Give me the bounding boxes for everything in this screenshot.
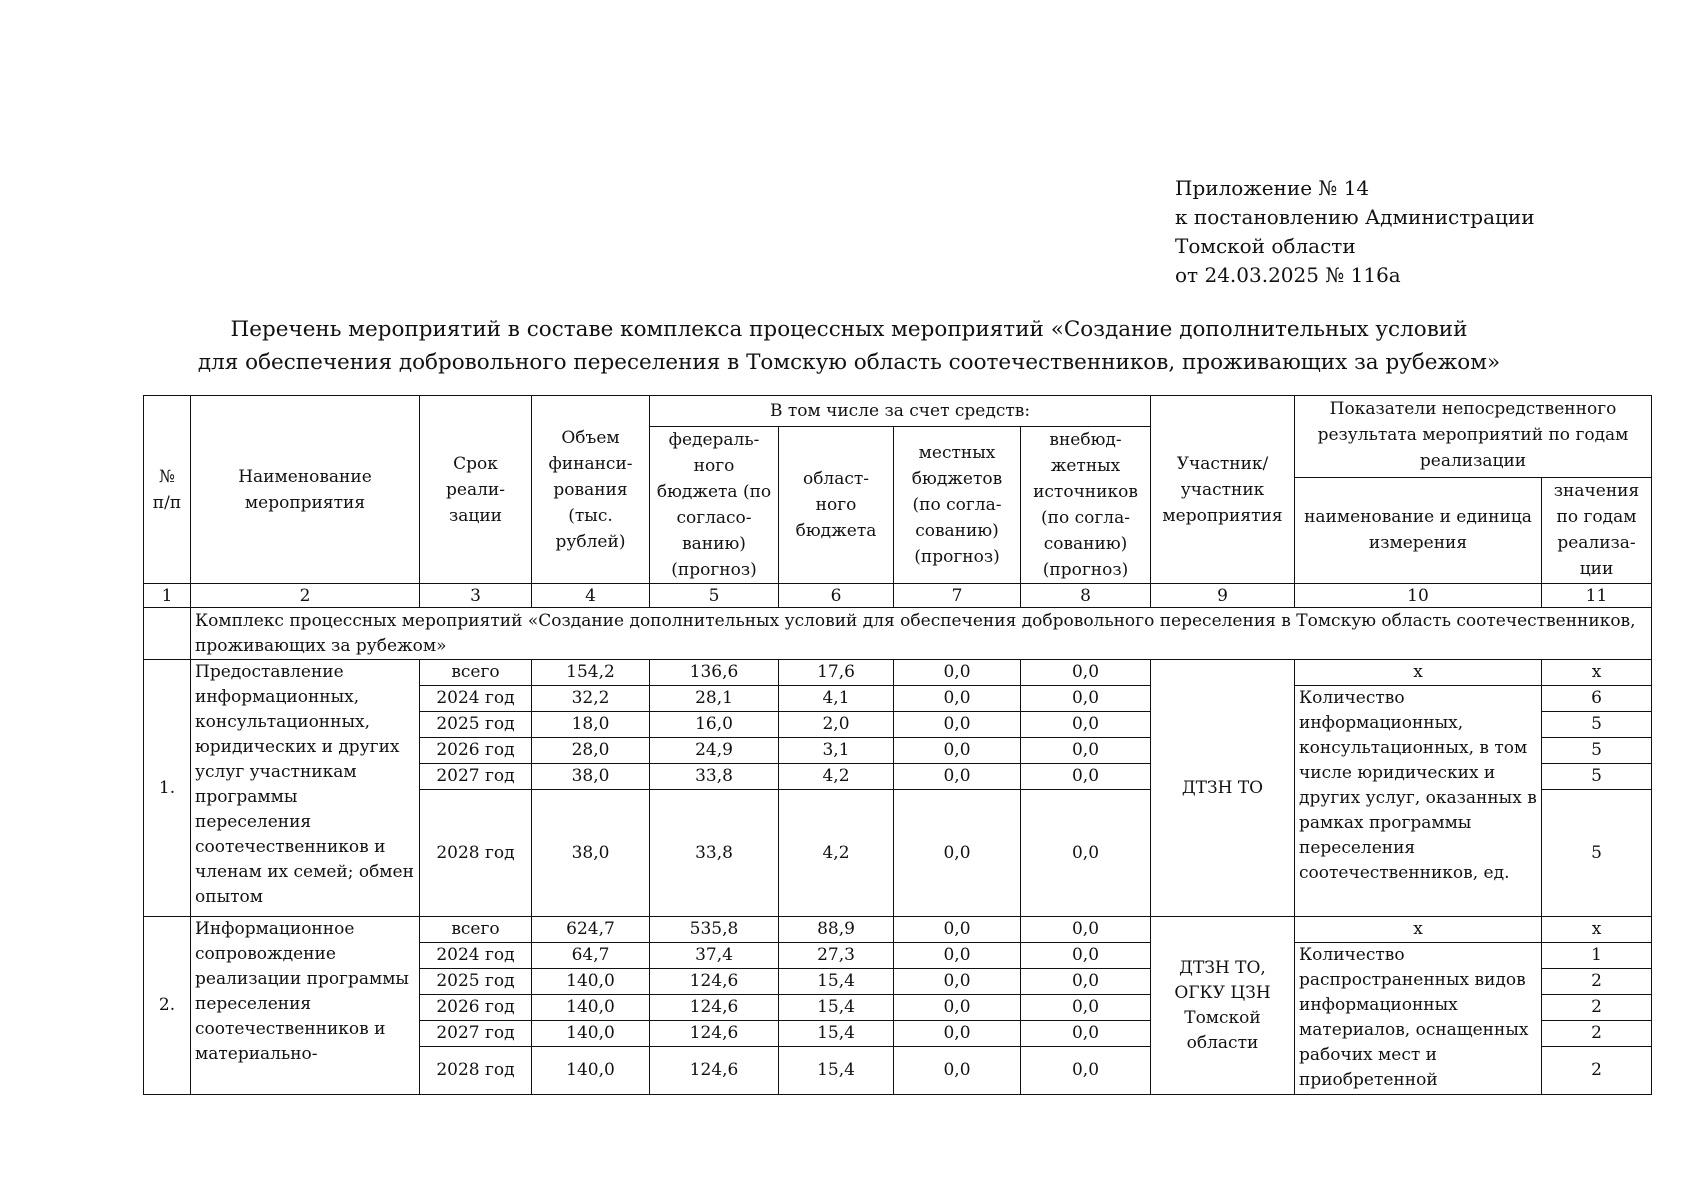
cell-volume: 140,0 xyxy=(532,969,650,995)
document-title-line-1: Перечень мероприятий в составе комплекса процессных мероприятий «Создание дополнительных условий xyxy=(230,317,1468,342)
cell-volume: 64,7 xyxy=(532,943,650,969)
cell-indicator-value: х xyxy=(1542,917,1652,943)
cell-term: 2024 год xyxy=(420,686,532,712)
cell-volume: 38,0 xyxy=(532,764,650,790)
cell-local: 0,0 xyxy=(894,917,1021,943)
column-number: 9 xyxy=(1151,584,1295,608)
cell-federal: 24,9 xyxy=(650,738,779,764)
section-title: Комплекс процессных мероприятий «Создание дополнительных условий для обеспечения добровольного переселения в Томскую область соотечественников, проживающих за рубежом» xyxy=(191,608,1652,660)
cell-indicator-value: х xyxy=(1542,660,1652,686)
cell-federal: 124,6 xyxy=(650,1047,779,1095)
header-extra: внебюд-жетных источников (по согла-сованию) (прогноз) xyxy=(1021,427,1151,584)
item-indicator: Количество информационных, консультационных, в том числе юридических и других услуг, оказанных в рамках программы переселения соотечественников, ед. xyxy=(1295,686,1542,917)
cell-term: 2026 год xyxy=(420,995,532,1021)
document-title xyxy=(0,313,1698,379)
section-row xyxy=(144,608,1652,660)
cell-local: 0,0 xyxy=(894,790,1021,917)
cell-federal: 136,6 xyxy=(650,660,779,686)
cell-indicator-value: 2 xyxy=(1542,969,1652,995)
cell-local: 0,0 xyxy=(894,738,1021,764)
column-number: 5 xyxy=(650,584,779,608)
column-number: 1 xyxy=(144,584,191,608)
cell-regional: 15,4 xyxy=(779,969,894,995)
cell-volume: 18,0 xyxy=(532,712,650,738)
cell-local: 0,0 xyxy=(894,995,1021,1021)
annex-line-2: к постановлению Администрации xyxy=(1175,205,1535,229)
item-participant: ДТЗН ТО xyxy=(1151,660,1295,917)
header-participant: Участник/ участник мероприятия xyxy=(1151,396,1295,584)
cell-regional: 17,6 xyxy=(779,660,894,686)
annex-line-4: от 24.03.2025 № 116а xyxy=(1175,263,1401,287)
cell-term: 2025 год xyxy=(420,712,532,738)
cell-volume: 32,2 xyxy=(532,686,650,712)
cell-regional: 27,3 xyxy=(779,943,894,969)
cell-indicator-value: 5 xyxy=(1542,738,1652,764)
cell-local: 0,0 xyxy=(894,686,1021,712)
cell-extra: 0,0 xyxy=(1021,712,1151,738)
header-indicators: Показатели непосредственного результата мероприятий по годам реализации xyxy=(1295,396,1652,478)
item-name: Предоставление информационных, консультационных, юридических и других услуг участникам программы переселения соотечественников и членам их семей; обмен опытом xyxy=(191,660,420,917)
cell-extra: 0,0 xyxy=(1021,1021,1151,1047)
cell-term: всего xyxy=(420,660,532,686)
item-name: Информационное сопровождение реализации программы переселения соотечественников и материально- xyxy=(191,917,420,1095)
cell-regional: 15,4 xyxy=(779,1021,894,1047)
cell-local: 0,0 xyxy=(894,1021,1021,1047)
cell-term: 2028 год xyxy=(420,790,532,917)
item-number: 2. xyxy=(144,917,191,1095)
cell-extra: 0,0 xyxy=(1021,995,1151,1021)
cell-indicator-value: 5 xyxy=(1542,712,1652,738)
cell-term: 2026 год xyxy=(420,738,532,764)
cell-regional: 3,1 xyxy=(779,738,894,764)
cell-regional: 4,2 xyxy=(779,790,894,917)
cell-term: всего xyxy=(420,917,532,943)
cell-term: 2025 год xyxy=(420,969,532,995)
cell-volume: 28,0 xyxy=(532,738,650,764)
column-number: 11 xyxy=(1542,584,1652,608)
cell-federal: 124,6 xyxy=(650,969,779,995)
cell-indicator-value: 1 xyxy=(1542,943,1652,969)
header-term: Срок реали-зации xyxy=(420,396,532,584)
header-local: местных бюджетов (по согла-сованию) (прогноз) xyxy=(894,427,1021,584)
column-number: 6 xyxy=(779,584,894,608)
cell-volume: 140,0 xyxy=(532,1047,650,1095)
cell-volume: 38,0 xyxy=(532,790,650,917)
cell-indicator-mark: х xyxy=(1295,917,1542,943)
participant-line: ОГКУ ЦЗН xyxy=(1174,982,1271,1003)
cell-federal: 535,8 xyxy=(650,917,779,943)
cell-federal: 16,0 xyxy=(650,712,779,738)
cell-indicator-value: 5 xyxy=(1542,764,1652,790)
cell-term: 2027 год xyxy=(420,1021,532,1047)
cell-volume: 624,7 xyxy=(532,917,650,943)
cell-extra: 0,0 xyxy=(1021,943,1151,969)
cell-local: 0,0 xyxy=(894,943,1021,969)
cell-volume: 154,2 xyxy=(532,660,650,686)
cell-extra: 0,0 xyxy=(1021,686,1151,712)
cell-extra: 0,0 xyxy=(1021,738,1151,764)
header-indicator-name: наименование и единица измерения xyxy=(1295,477,1542,583)
cell-local: 0,0 xyxy=(894,660,1021,686)
cell-extra: 0,0 xyxy=(1021,764,1151,790)
participant-line: области xyxy=(1186,1032,1259,1053)
column-number: 8 xyxy=(1021,584,1151,608)
cell-local: 0,0 xyxy=(894,969,1021,995)
cell-indicator-mark: х xyxy=(1295,660,1542,686)
participant-line: Томской xyxy=(1184,1007,1261,1028)
column-number: 2 xyxy=(191,584,420,608)
cell-federal: 124,6 xyxy=(650,1021,779,1047)
measures-table xyxy=(143,395,1652,1095)
annex-block xyxy=(1175,174,1535,290)
column-number: 4 xyxy=(532,584,650,608)
cell-indicator-value: 2 xyxy=(1542,995,1652,1021)
document-title-line-2: для обеспечения добровольного переселения в Томскую область соотечественников, проживающих за рубежом» xyxy=(197,350,1501,375)
header-volume: Объем финанси-рования (тыс. рублей) xyxy=(532,396,650,584)
cell-local: 0,0 xyxy=(894,764,1021,790)
cell-indicator-value: 5 xyxy=(1542,790,1652,917)
cell-regional: 15,4 xyxy=(779,1047,894,1095)
cell-regional: 4,1 xyxy=(779,686,894,712)
item-indicator: Количество распространенных видов информационных материалов, оснащенных рабочих мест и приобретенной xyxy=(1295,943,1542,1095)
cell-regional: 2,0 xyxy=(779,712,894,738)
cell-indicator-value: 6 xyxy=(1542,686,1652,712)
header-row-1 xyxy=(144,396,1652,427)
cell-federal: 37,4 xyxy=(650,943,779,969)
section-empty-cell xyxy=(144,608,191,660)
header-including: В том числе за счет средств: xyxy=(650,396,1151,427)
header-name: Наименование мероприятия xyxy=(191,396,420,584)
column-numbers-row xyxy=(144,584,1652,608)
cell-extra: 0,0 xyxy=(1021,969,1151,995)
cell-federal: 33,8 xyxy=(650,764,779,790)
cell-regional: 4,2 xyxy=(779,764,894,790)
header-num: № п/п xyxy=(144,396,191,584)
header-federal: федераль-ного бюджета (по согласо-ванию) (прогноз) xyxy=(650,427,779,584)
column-number: 10 xyxy=(1295,584,1542,608)
item-number: 1. xyxy=(144,660,191,917)
cell-extra: 0,0 xyxy=(1021,1047,1151,1095)
annex-line-1: Приложение № 14 xyxy=(1175,176,1370,200)
cell-volume: 140,0 xyxy=(532,995,650,1021)
column-number: 7 xyxy=(894,584,1021,608)
cell-indicator-value: 2 xyxy=(1542,1021,1652,1047)
cell-regional: 88,9 xyxy=(779,917,894,943)
annex-line-3: Томской области xyxy=(1175,234,1356,258)
cell-federal: 124,6 xyxy=(650,995,779,1021)
cell-volume: 140,0 xyxy=(532,1021,650,1047)
item-participant xyxy=(1151,917,1295,1095)
table-row xyxy=(144,917,1652,943)
cell-local: 0,0 xyxy=(894,712,1021,738)
cell-extra: 0,0 xyxy=(1021,790,1151,917)
header-regional: област-ного бюджета xyxy=(779,427,894,584)
cell-term: 2027 год xyxy=(420,764,532,790)
cell-local: 0,0 xyxy=(894,1047,1021,1095)
cell-term: 2024 год xyxy=(420,943,532,969)
table-row xyxy=(144,660,1652,686)
cell-federal: 28,1 xyxy=(650,686,779,712)
column-number: 3 xyxy=(420,584,532,608)
cell-indicator-value: 2 xyxy=(1542,1047,1652,1095)
cell-regional: 15,4 xyxy=(779,995,894,1021)
header-indicator-values: значения по годам реализа-ции xyxy=(1542,477,1652,583)
cell-extra: 0,0 xyxy=(1021,660,1151,686)
cell-term: 2028 год xyxy=(420,1047,532,1095)
cell-extra: 0,0 xyxy=(1021,917,1151,943)
participant-line: ДТЗН ТО, xyxy=(1179,957,1266,978)
cell-federal: 33,8 xyxy=(650,790,779,917)
